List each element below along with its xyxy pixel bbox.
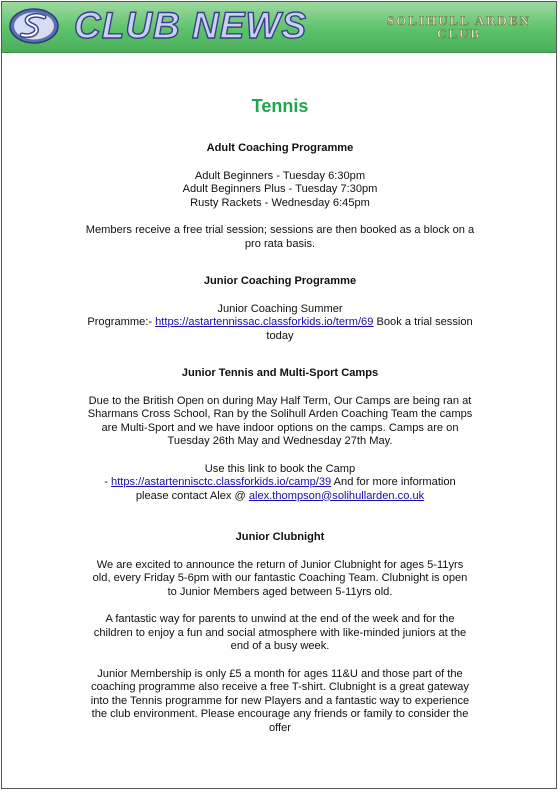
junior-coaching-heading: Junior Coaching Programme: [203, 275, 357, 287]
contact-email-link[interactable]: alex.thompson@solihullarden.co.uk: [248, 489, 425, 502]
adult-session-item: Rusty Rackets - Wednesday 6:45pm: [190, 196, 370, 209]
camps-dash: -: [104, 476, 112, 488]
camps-contact-text: And for more information please contact Alex @: [135, 476, 456, 502]
camps-link-intro: Use this link to book the Camp: [204, 462, 356, 475]
adult-sessions-list: [2, 170, 557, 211]
newsletter-content: [2, 52, 557, 735]
adult-session-item: Adult Beginners Plus - Tuesday 7:30pm: [182, 183, 378, 195]
banner-club-line2: CLUB: [436, 26, 482, 41]
banner-club-line1: SOLIHULL ARDEN: [387, 13, 531, 28]
adult-coaching-heading: Adult Coaching Programme: [206, 142, 354, 154]
clubnight-benefits: A fantastic way for parents to unwind at the end of the week and for the children to enjoy a fun and social atmosphere with like-minded juniors at the end of a busy week.: [93, 613, 467, 652]
banner-title: CLUB NEWS: [74, 5, 308, 46]
junior-coaching-suffix: Book a trial session today: [266, 316, 473, 342]
camps-booking: [2, 476, 557, 503]
clubnight-heading: Junior Clubnight: [235, 531, 325, 543]
club-logo-icon: [8, 6, 60, 46]
camps-description: Due to the British Open on during May Half Term, Our Camps are being ran at Sharmans Cross School, Ran by the Solihull Arden Coaching Team the camps are Multi-Sport and we have indoor options on the camps. Camps are on Tuesday 26th May and Wednesday 27th May.: [87, 394, 473, 447]
camps-link[interactable]: https://astartennisctc.classforkids.io/camp/39: [111, 476, 332, 488]
club-news-banner: [2, 2, 557, 53]
adult-trial-note: Members receive a free trial session; sessions are then booked as a block on a pro rata basis.: [85, 224, 475, 250]
newsletter-page: [1, 1, 557, 789]
page-title: Tennis: [251, 96, 309, 116]
adult-session-item: Adult Beginners - Tuesday 6:30pm: [194, 169, 366, 182]
junior-coaching-booking: [2, 316, 557, 343]
clubnight-membership: Junior Membership is only £5 a month for ages 11&U and those part of the coaching programme also receive a free T-shirt. Clubnight is a great gateway into the Tennis programme for new Players and a fantastic way to experience the club environment. Please encourage any friends or family to consider the offer: [90, 667, 470, 734]
junior-coaching-prefix: Programme:-: [87, 316, 156, 328]
junior-coaching-link[interactable]: https://astartennissac.classforkids.io/term/69: [155, 316, 374, 328]
banner-club-name: [370, 14, 548, 40]
junior-coaching-line: Junior Coaching Summer: [217, 302, 343, 315]
camps-heading: Junior Tennis and Multi-Sport Camps: [181, 367, 379, 379]
clubnight-intro: We are excited to announce the return of Junior Clubnight for ages 5-11yrs old, every Friday 5-6pm with our fantastic Coaching Team. Clubnight is open to Junior Members aged between 5-11yrs old.: [92, 558, 468, 598]
